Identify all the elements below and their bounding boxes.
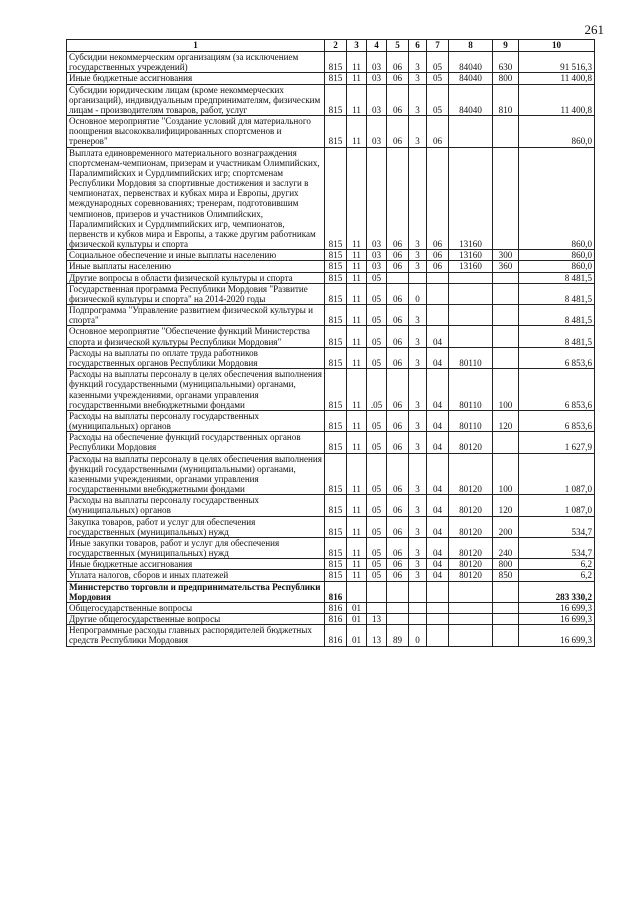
- table-row: [67, 326, 595, 347]
- row-code-c4: 05: [367, 272, 387, 283]
- table-row: [67, 602, 595, 613]
- row-code-c7: [427, 614, 449, 625]
- row-code-c6: 3: [409, 453, 427, 495]
- row-code-c6: 3: [409, 84, 427, 116]
- row-code-c9: [493, 581, 519, 602]
- row-code-c8: 80110: [449, 369, 493, 411]
- row-amount: 860,0: [519, 261, 595, 272]
- row-code-c9: 800: [493, 73, 519, 84]
- table-row: [67, 537, 595, 558]
- row-code-c5: 06: [387, 432, 409, 453]
- row-name: Общегосударственные вопросы: [67, 602, 325, 613]
- row-code-c8: [449, 614, 493, 625]
- row-name: Иные закупки товаров, работ и услуг для обеспечения государственных (муниципальных) нужд: [67, 537, 325, 558]
- row-name: Расходы на выплаты персоналу государственных (муниципальных) органов: [67, 495, 325, 516]
- row-code-c8: 13160: [449, 250, 493, 261]
- row-code-c6: 3: [409, 537, 427, 558]
- row-code-c7: 04: [427, 369, 449, 411]
- row-code-c8: [449, 625, 493, 646]
- row-code-c3: 11: [347, 116, 367, 148]
- row-code-c3: 11: [347, 52, 367, 73]
- row-code-c8: 80120: [449, 453, 493, 495]
- budget-table: [66, 39, 595, 647]
- row-name: Основное мероприятие "Обеспечение функций Министерства спорта и физической культуры Республики Мордовия": [67, 326, 325, 347]
- row-code-c9: [493, 272, 519, 283]
- row-code-c5: [387, 272, 409, 283]
- row-code-c8: [449, 116, 493, 148]
- row-code-c4: .05: [367, 369, 387, 411]
- row-code-c2: 815: [325, 432, 347, 453]
- row-code-c7: 06: [427, 147, 449, 250]
- row-code-c5: 06: [387, 326, 409, 347]
- row-code-c4: [367, 602, 387, 613]
- row-amount: 1 087,0: [519, 453, 595, 495]
- row-code-c4: 05: [367, 410, 387, 431]
- row-code-c6: 3: [409, 147, 427, 250]
- row-code-c5: 06: [387, 516, 409, 537]
- row-amount: 6,2: [519, 570, 595, 581]
- row-amount: 16 699,3: [519, 625, 595, 646]
- row-amount: 8 481,5: [519, 283, 595, 304]
- row-name: Министерство торговли и предпринимательства Республики Мордовия: [67, 581, 325, 602]
- column-header-6: 6: [409, 40, 427, 52]
- row-code-c3: 11: [347, 516, 367, 537]
- row-amount: 16 699,3: [519, 614, 595, 625]
- row-amount: 860,0: [519, 250, 595, 261]
- row-code-c3: 01: [347, 625, 367, 646]
- row-code-c4: 03: [367, 52, 387, 73]
- row-code-c6: 0: [409, 283, 427, 304]
- table-row: [67, 516, 595, 537]
- row-name: Уплата налогов, сборов и иных платежей: [67, 570, 325, 581]
- row-code-c7: 05: [427, 52, 449, 73]
- row-code-c2: 815: [325, 283, 347, 304]
- row-amount: 8 481,5: [519, 272, 595, 283]
- row-code-c5: 06: [387, 453, 409, 495]
- row-amount: 860,0: [519, 147, 595, 250]
- row-code-c8: 80120: [449, 559, 493, 570]
- row-name: Субсидии юридическим лицам (кроме некоммерческих организаций), индивидуальным предпринимателям, физическим лицам - производителям товаров, работ, услуг: [67, 84, 325, 116]
- row-code-c3: 11: [347, 250, 367, 261]
- table-row: [67, 369, 595, 411]
- row-code-c8: 84040: [449, 84, 493, 116]
- row-code-c4: 03: [367, 147, 387, 250]
- row-code-c5: 06: [387, 410, 409, 431]
- row-code-c5: 06: [387, 559, 409, 570]
- row-code-c3: 11: [347, 283, 367, 304]
- row-code-c3: 11: [347, 453, 367, 495]
- row-code-c6: 3: [409, 73, 427, 84]
- row-code-c5: 06: [387, 147, 409, 250]
- row-amount: 16 699,3: [519, 602, 595, 613]
- row-code-c2: 816: [325, 602, 347, 613]
- table-row: [67, 305, 595, 326]
- row-code-c3: 11: [347, 84, 367, 116]
- row-code-c6: 3: [409, 369, 427, 411]
- row-code-c6: 3: [409, 52, 427, 73]
- row-code-c3: 11: [347, 305, 367, 326]
- row-code-c7: 04: [427, 326, 449, 347]
- row-code-c2: 815: [325, 570, 347, 581]
- row-code-c8: 13160: [449, 147, 493, 250]
- row-code-c5: 06: [387, 305, 409, 326]
- row-amount: 860,0: [519, 116, 595, 148]
- row-code-c3: 11: [347, 495, 367, 516]
- row-name: Социальное обеспечение и иные выплаты населению: [67, 250, 325, 261]
- row-code-c4: 05: [367, 495, 387, 516]
- row-name: Иные бюджетные ассигнования: [67, 559, 325, 570]
- row-code-c3: 11: [347, 347, 367, 368]
- row-name: Расходы на выплаты персоналу в целях обеспечения выполнения функций государственными (муниципальными) органами, казенными учреждениями, органами управления государственными внебюджетными фондами: [67, 369, 325, 411]
- row-code-c3: 11: [347, 570, 367, 581]
- row-code-c7: [427, 272, 449, 283]
- row-name: Выплата единовременного материального вознаграждения спортсменам-чемпионам, призерам и участникам Олимпийских, Паралимпийских и Сурдлимпийских игр; спортсменам Республики Мордовия за спортивные достижения и заслуги в чемпионатах, первенствах и кубках мира и Европы, других международных соревнованиях; тренерам, подготовившим чемпионов, призеров и участников Олимпийских, Паралимпийских и Сурдлимпийских игр, чемпионатов, первенств и кубков мира и Европы, а также другим работникам физической культуры и спорта: [67, 147, 325, 250]
- row-code-c8: 80110: [449, 347, 493, 368]
- row-code-c9: 630: [493, 52, 519, 73]
- row-code-c3: 11: [347, 73, 367, 84]
- row-code-c8: 80120: [449, 495, 493, 516]
- row-code-c6: [409, 602, 427, 613]
- row-code-c3: 11: [347, 537, 367, 558]
- row-code-c5: [387, 614, 409, 625]
- table-row: [67, 73, 595, 84]
- row-code-c8: 84040: [449, 73, 493, 84]
- row-code-c9: [493, 614, 519, 625]
- row-code-c3: 01: [347, 602, 367, 613]
- row-amount: 8 481,5: [519, 305, 595, 326]
- row-code-c9: [493, 305, 519, 326]
- row-code-c8: 84040: [449, 52, 493, 73]
- row-code-c2: 815: [325, 52, 347, 73]
- row-code-c9: [493, 326, 519, 347]
- row-code-c6: 3: [409, 347, 427, 368]
- row-code-c6: 0: [409, 625, 427, 646]
- row-amount: 6,2: [519, 559, 595, 570]
- row-code-c3: 11: [347, 369, 367, 411]
- table-row: [67, 432, 595, 453]
- row-code-c8: [449, 305, 493, 326]
- row-code-c2: 815: [325, 495, 347, 516]
- row-code-c5: 06: [387, 283, 409, 304]
- row-code-c7: 04: [427, 570, 449, 581]
- column-header-1: 1: [67, 40, 325, 52]
- row-code-c5: 06: [387, 84, 409, 116]
- row-name: Субсидии некоммерческим организациям (за исключением государственных учреждений): [67, 52, 325, 73]
- row-code-c9: 240: [493, 537, 519, 558]
- row-name: Иные бюджетные ассигнования: [67, 73, 325, 84]
- row-amount: 6 853,6: [519, 410, 595, 431]
- row-code-c7: 05: [427, 73, 449, 84]
- row-amount: 11 400,8: [519, 84, 595, 116]
- row-code-c9: [493, 432, 519, 453]
- row-code-c4: 05: [367, 559, 387, 570]
- row-code-c5: 06: [387, 570, 409, 581]
- row-code-c8: [449, 283, 493, 304]
- row-name: Расходы на обеспечение функций государственных органов Республики Мордовия: [67, 432, 325, 453]
- row-code-c4: 05: [367, 453, 387, 495]
- row-code-c2: 815: [325, 369, 347, 411]
- row-name: Подпрограмма "Управление развитием физической культуры и спорта": [67, 305, 325, 326]
- table-row: [67, 453, 595, 495]
- row-code-c3: 11: [347, 432, 367, 453]
- row-code-c6: 3: [409, 250, 427, 261]
- row-amount: 534,7: [519, 516, 595, 537]
- row-code-c8: 80120: [449, 537, 493, 558]
- table-row: [67, 581, 595, 602]
- column-header-5: 5: [387, 40, 409, 52]
- row-code-c8: 80110: [449, 410, 493, 431]
- row-code-c7: 04: [427, 410, 449, 431]
- row-code-c7: 04: [427, 432, 449, 453]
- row-code-c7: [427, 602, 449, 613]
- row-code-c9: 100: [493, 369, 519, 411]
- row-code-c8: 80120: [449, 432, 493, 453]
- row-code-c7: 04: [427, 537, 449, 558]
- row-code-c2: 816: [325, 614, 347, 625]
- row-code-c5: [387, 581, 409, 602]
- row-code-c4: 05: [367, 516, 387, 537]
- row-code-c6: 3: [409, 410, 427, 431]
- row-code-c9: 360: [493, 261, 519, 272]
- row-code-c8: [449, 326, 493, 347]
- row-code-c7: 06: [427, 116, 449, 148]
- row-code-c9: 100: [493, 453, 519, 495]
- row-code-c9: 850: [493, 570, 519, 581]
- row-code-c7: 04: [427, 559, 449, 570]
- row-code-c7: [427, 581, 449, 602]
- row-code-c9: [493, 347, 519, 368]
- row-name: Расходы на выплаты персоналу государственных (муниципальных) органов: [67, 410, 325, 431]
- row-code-c6: 3: [409, 261, 427, 272]
- row-code-c7: 05: [427, 84, 449, 116]
- row-code-c6: 3: [409, 326, 427, 347]
- row-code-c6: 3: [409, 305, 427, 326]
- column-header-9: 9: [493, 40, 519, 52]
- row-code-c6: [409, 614, 427, 625]
- row-code-c7: [427, 305, 449, 326]
- row-code-c7: 04: [427, 453, 449, 495]
- row-amount: 8 481,5: [519, 326, 595, 347]
- row-code-c7: 04: [427, 495, 449, 516]
- row-code-c9: 120: [493, 410, 519, 431]
- row-name: Государственная программа Республики Мордовия "Развитие физической культуры и спорта" на 2014-2020 годы: [67, 283, 325, 304]
- row-code-c9: [493, 283, 519, 304]
- row-code-c9: [493, 147, 519, 250]
- column-header-3: 3: [347, 40, 367, 52]
- row-code-c6: 3: [409, 516, 427, 537]
- row-code-c2: 815: [325, 347, 347, 368]
- table-row: [67, 347, 595, 368]
- page-number: 261: [584, 22, 604, 37]
- table-row: [67, 410, 595, 431]
- row-code-c2: 815: [325, 272, 347, 283]
- row-code-c5: 06: [387, 495, 409, 516]
- row-code-c9: 810: [493, 84, 519, 116]
- row-code-c3: 11: [347, 410, 367, 431]
- row-code-c6: 3: [409, 116, 427, 148]
- row-code-c2: 815: [325, 116, 347, 148]
- row-code-c4: [367, 581, 387, 602]
- row-code-c4: 03: [367, 84, 387, 116]
- row-code-c2: 815: [325, 410, 347, 431]
- row-amount: 1 627,9: [519, 432, 595, 453]
- column-header-7: 7: [427, 40, 449, 52]
- row-code-c3: 11: [347, 147, 367, 250]
- row-code-c5: 06: [387, 52, 409, 73]
- row-name: Основное мероприятие "Создание условий для материального поощрения высококвалифицированных спортсменов и тренеров": [67, 116, 325, 148]
- row-code-c2: 815: [325, 453, 347, 495]
- table-body: [67, 52, 595, 647]
- row-code-c3: [347, 581, 367, 602]
- table-row: [67, 283, 595, 304]
- table-row: [67, 116, 595, 148]
- table-row: [67, 84, 595, 116]
- table-row: [67, 250, 595, 261]
- row-code-c8: 80120: [449, 570, 493, 581]
- row-code-c4: 05: [367, 432, 387, 453]
- row-code-c9: [493, 625, 519, 646]
- row-code-c2: 815: [325, 326, 347, 347]
- row-amount: 6 853,6: [519, 369, 595, 411]
- row-code-c9: 300: [493, 250, 519, 261]
- row-code-c5: 06: [387, 116, 409, 148]
- table-row: [67, 272, 595, 283]
- row-code-c2: 815: [325, 261, 347, 272]
- row-code-c6: 3: [409, 495, 427, 516]
- row-code-c5: 06: [387, 261, 409, 272]
- row-code-c5: 06: [387, 73, 409, 84]
- row-code-c2: 815: [325, 84, 347, 116]
- row-code-c2: 815: [325, 516, 347, 537]
- table-row: [67, 495, 595, 516]
- row-name: Иные выплаты населению: [67, 261, 325, 272]
- row-code-c5: 89: [387, 625, 409, 646]
- table-row: [67, 147, 595, 250]
- row-amount: 11 400,8: [519, 73, 595, 84]
- row-code-c8: 80120: [449, 516, 493, 537]
- row-code-c8: [449, 602, 493, 613]
- row-amount: 534,7: [519, 537, 595, 558]
- row-code-c4: 03: [367, 116, 387, 148]
- column-header-2: 2: [325, 40, 347, 52]
- row-code-c2: 816: [325, 581, 347, 602]
- row-code-c9: 200: [493, 516, 519, 537]
- row-code-c6: [409, 272, 427, 283]
- row-code-c2: 815: [325, 73, 347, 84]
- row-code-c7: 06: [427, 261, 449, 272]
- row-code-c5: 06: [387, 369, 409, 411]
- row-code-c8: [449, 581, 493, 602]
- row-code-c4: 03: [367, 261, 387, 272]
- row-code-c5: 06: [387, 250, 409, 261]
- row-code-c7: [427, 283, 449, 304]
- table-row: [67, 570, 595, 581]
- column-header-4: 4: [367, 40, 387, 52]
- row-amount: 1 087,0: [519, 495, 595, 516]
- table-row: [67, 614, 595, 625]
- row-code-c7: 06: [427, 250, 449, 261]
- row-code-c9: 800: [493, 559, 519, 570]
- column-header-8: 8: [449, 40, 493, 52]
- row-code-c9: [493, 116, 519, 148]
- row-code-c4: 05: [367, 305, 387, 326]
- row-code-c2: 815: [325, 305, 347, 326]
- row-code-c9: [493, 602, 519, 613]
- row-code-c3: 11: [347, 261, 367, 272]
- row-code-c5: 06: [387, 347, 409, 368]
- row-code-c9: 120: [493, 495, 519, 516]
- row-name: Другие общегосударственные вопросы: [67, 614, 325, 625]
- header-row: [67, 40, 595, 52]
- row-code-c7: 04: [427, 516, 449, 537]
- row-code-c6: [409, 581, 427, 602]
- row-code-c7: [427, 625, 449, 646]
- row-code-c2: 815: [325, 537, 347, 558]
- row-code-c3: 11: [347, 326, 367, 347]
- row-code-c4: 05: [367, 326, 387, 347]
- row-code-c2: 815: [325, 250, 347, 261]
- row-code-c5: 06: [387, 537, 409, 558]
- table-row: [67, 559, 595, 570]
- row-name: Другие вопросы в области физической культуры и спорта: [67, 272, 325, 283]
- row-code-c8: [449, 272, 493, 283]
- row-code-c6: 3: [409, 432, 427, 453]
- row-name: Расходы на выплаты по оплате труда работников государственных органов Республики Мордовия: [67, 347, 325, 368]
- row-code-c2: 815: [325, 559, 347, 570]
- row-amount: 283 330,2: [519, 581, 595, 602]
- column-header-10: 10: [519, 40, 595, 52]
- row-code-c4: 03: [367, 250, 387, 261]
- table-row: [67, 625, 595, 646]
- row-code-c4: 05: [367, 347, 387, 368]
- table-row: [67, 52, 595, 73]
- row-code-c3: 11: [347, 272, 367, 283]
- row-code-c4: 13: [367, 614, 387, 625]
- row-amount: 6 853,6: [519, 347, 595, 368]
- row-code-c4: 13: [367, 625, 387, 646]
- row-code-c3: 01: [347, 614, 367, 625]
- row-code-c4: 05: [367, 570, 387, 581]
- row-code-c3: 11: [347, 559, 367, 570]
- row-code-c6: 3: [409, 570, 427, 581]
- row-name: Расходы на выплаты персоналу в целях обеспечения выполнения функций государственными (муниципальными) органами, казенными учреждениями, органами управления государственными внебюджетными фондами: [67, 453, 325, 495]
- row-amount: 91 516,3: [519, 52, 595, 73]
- row-code-c2: 816: [325, 625, 347, 646]
- row-name: Непрограммные расходы главных распорядителей бюджетных средств Республики Мордовия: [67, 625, 325, 646]
- row-code-c4: 05: [367, 537, 387, 558]
- table-row: [67, 261, 595, 272]
- row-code-c7: 04: [427, 347, 449, 368]
- row-code-c5: [387, 602, 409, 613]
- row-name: Закупка товаров, работ и услуг для обеспечения государственных (муниципальных) нужд: [67, 516, 325, 537]
- row-code-c4: 05: [367, 283, 387, 304]
- row-code-c6: 3: [409, 559, 427, 570]
- row-code-c2: 815: [325, 147, 347, 250]
- row-code-c4: 03: [367, 73, 387, 84]
- row-code-c8: 13160: [449, 261, 493, 272]
